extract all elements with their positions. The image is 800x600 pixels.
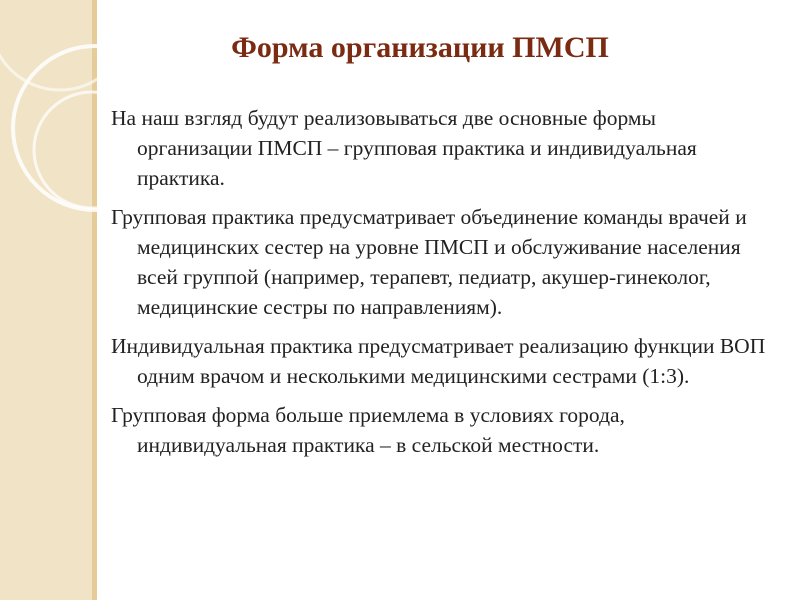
paragraph-3: Индивидуальная практика предусматривает реализацию функции ВОП одним врачом и несколькими медицинскими сестрами (1:3). bbox=[111, 334, 766, 388]
paragraph-2: Групповая практика предусматривает объединение команды врачей и медицинских сестер на уровне ПМСП и обслуживание населения всей группой (например, терапевт, педиатр, акушер-гинеколог, медицинские сестры по направлениям). bbox=[111, 205, 747, 319]
paragraph-4: Групповая форма больше приемлема в условиях города, индивидуальная практика – в сельской местности. bbox=[111, 403, 625, 457]
ring-top bbox=[0, 0, 130, 90]
paragraph-1: На наш взгляд будут реализовываться две основные формы организации ПМСП – групповая практика и индивидуальная практика. bbox=[111, 106, 697, 190]
slide-body bbox=[111, 103, 771, 469]
slide-title: Форма организации ПМСП bbox=[231, 31, 609, 64]
